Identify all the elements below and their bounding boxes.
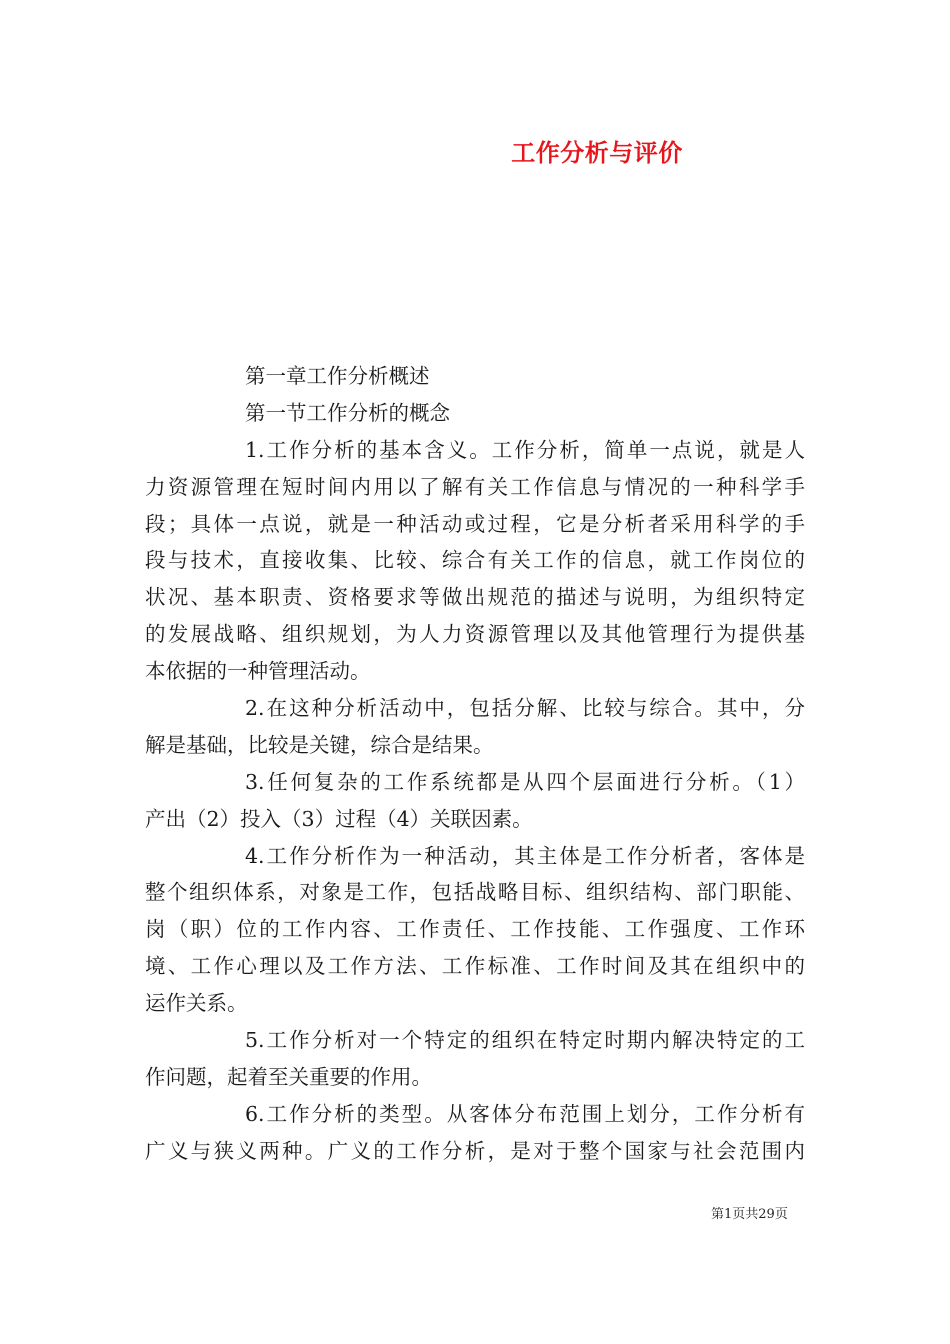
- text-line: 的发展战略、组织规划，为人力资源管理以及其他管理行为提供基: [145, 622, 805, 647]
- text-line: 本依据的一种管理活动。: [145, 659, 371, 684]
- text-line: 2.在这种分析活动中，包括分解、比较与综合。其中，分: [245, 696, 805, 721]
- section-heading: [145, 358, 805, 395]
- text-line: 6.工作分析的类型。从客体分布范围上划分，工作分析有: [245, 1101, 805, 1126]
- text-line: 段；具体一点说，就是一种活动或过程，它是分析者采用科学的手: [145, 511, 805, 536]
- paragraph: [145, 838, 805, 1022]
- text-line: 4.工作分析作为一种活动，其主体是工作分析者，客体是: [245, 843, 805, 868]
- paragraph: [145, 690, 805, 764]
- document-title: 工作分析与评价: [511, 138, 683, 167]
- paragraph: [145, 764, 805, 838]
- text-line: 作问题，起着至关重要的作用。: [145, 1064, 432, 1089]
- paragraph: [145, 432, 805, 690]
- text-line: 运作关系。: [145, 991, 248, 1016]
- text-line: 境、工作心理以及工作方法、工作标准、工作时间及其在组织中的: [145, 954, 805, 979]
- text-line: 整个组织体系，对象是工作，包括战略目标、组织结构、部门职能、: [145, 880, 805, 905]
- text-line: 第一节工作分析的概念: [245, 400, 450, 425]
- section-heading: [145, 395, 805, 432]
- text-line: 解是基础，比较是关键，综合是结果。: [145, 732, 494, 757]
- text-line: 段与技术，直接收集、比较、综合有关工作的信息，就工作岗位的: [145, 548, 805, 573]
- text-line: 广义与狭义两种。广义的工作分析，是对于整个国家与社会范围内: [145, 1138, 805, 1163]
- page-number: 第1页共29页: [711, 1207, 788, 1222]
- text-line: 5.工作分析对一个特定的组织在特定时期内解决特定的工: [245, 1028, 805, 1053]
- text-line: 第一章工作分析概述: [245, 364, 430, 388]
- paragraph: [145, 1022, 805, 1096]
- text-line: 状况、基本职责、资格要求等做出规范的描述与说明，为组织特定: [145, 585, 805, 610]
- text-line: 1.工作分析的基本含义。工作分析，简单一点说，就是人: [245, 437, 805, 462]
- paragraph: [145, 1096, 805, 1170]
- document-body: [145, 358, 805, 1170]
- text-line: 力资源管理在短时间内用以了解有关工作信息与情况的一种科学手: [145, 474, 805, 499]
- text-line: 3.任何复杂的工作系统都是从四个层面进行分析。（1）: [245, 769, 805, 794]
- text-line: 岗（职）位的工作内容、工作责任、工作技能、工作强度、工作环: [145, 917, 805, 942]
- text-line: 产出（2）投入（3）过程（4）关联因素。: [145, 806, 533, 831]
